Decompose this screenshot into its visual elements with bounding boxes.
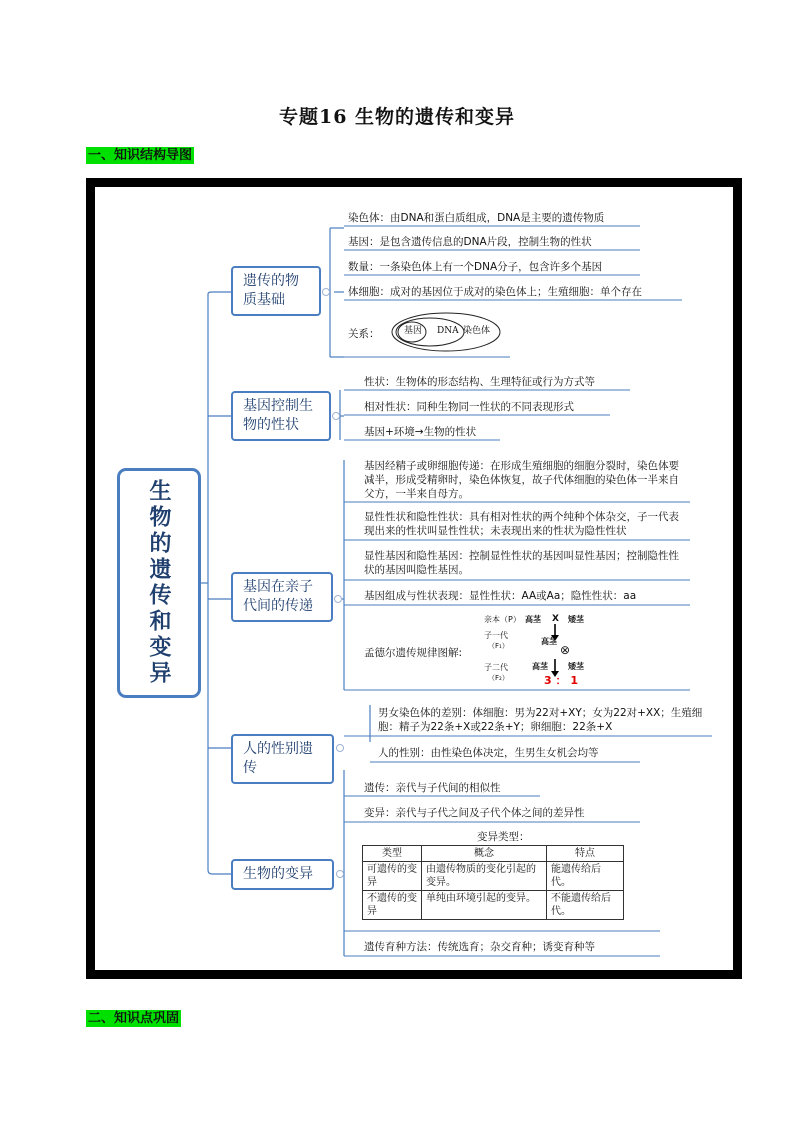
topic-gene-transmission xyxy=(231,572,333,622)
topic-variation xyxy=(231,859,334,890)
variation-table-caption: 变异类型： xyxy=(477,831,530,843)
relation-chromosome: 染色体 xyxy=(463,326,491,336)
table-header-cell: 类型 xyxy=(363,846,422,862)
table-header-row xyxy=(363,846,624,862)
topic-label: 基因在亲子代间的传递 xyxy=(243,579,313,614)
page-title: 专题16 生物的遗传和变异 xyxy=(278,106,516,128)
leaf-text: 变异：亲代与子代之间及子代个体之间的差异性 xyxy=(364,807,585,819)
leaf-text: 基因+环境→生物的性状 xyxy=(364,426,477,438)
variation-table xyxy=(362,845,624,920)
table-header-cell: 特点 xyxy=(547,846,624,862)
table-row xyxy=(363,862,624,891)
self-cross-icon: ⊗ xyxy=(560,643,571,657)
cross-symbol: X xyxy=(552,614,559,624)
topic-label: 基因控制生物的性状 xyxy=(243,398,313,433)
section-heading-label: 二、知识点巩固 xyxy=(88,1011,180,1026)
root-label: 生物的遗传和变异 xyxy=(146,479,172,687)
leaf-text: 显性性状和隐性性状：具有相对性状的两个纯种个体杂交，子一代表现出来的性状叫显性性状；未表现出来的性状为隐性性状 xyxy=(364,511,679,537)
parent-tall: 高茎 xyxy=(525,615,541,624)
leaf-text: 基因组成与性状表现：显性性状：AA或Aa；隐性性状：aa xyxy=(364,590,637,602)
relation-dna: DNA xyxy=(437,326,459,336)
relation-label: 关系： xyxy=(348,328,380,340)
table-cell: 可遗传的变异 xyxy=(363,862,422,891)
f2-tall: 高茎 xyxy=(532,662,548,671)
leaf-text: 染色体：由DNA和蛋白质组成，DNA是主要的遗传物质 xyxy=(348,212,605,224)
leaf-text: 数量：一条染色体上有一个DNA分子，包含许多个基因 xyxy=(348,261,603,273)
f2-short: 矮茎 xyxy=(568,662,584,671)
topic-sex-inheritance xyxy=(231,734,334,784)
leaf-text: 基因经精子或卵细胞传递：在形成生殖细胞的细胞分裂时，染色体要减半，形成受精卵时，染色体恢复，故子代体细胞的染色体一半来自父方，一半来自母方。 xyxy=(364,460,679,500)
table-header-cell: 概念 xyxy=(422,846,547,862)
ratio-label: 3 ： 1 xyxy=(544,674,578,687)
leaf-text: 显性基因和隐性基因：控制显性性状的基因叫显性基因；控制隐性性状的基因叫隐性基因。 xyxy=(364,550,679,576)
leaf-text: 基因：是包含遗传信息的DNA片段，控制生物的性状 xyxy=(348,236,592,248)
section-heading-label: 一、知识结构导图 xyxy=(88,148,193,163)
leaf-text: 相对性状：同种生物同一性状的不同表现形式 xyxy=(364,401,574,413)
mendel-label: 孟德尔遗传规律图解: xyxy=(364,647,463,659)
f1-sub: （F₁） xyxy=(488,642,509,650)
leaf-text: 人的性别：由性染色体决定，生男生女机会均等 xyxy=(378,747,599,759)
f2-sub: （F₂） xyxy=(488,674,509,682)
f1-tall: 高茎 xyxy=(541,637,557,646)
f2-label: 子二代 xyxy=(484,663,508,672)
leaf-text: 性状：生物体的形态结构、生理特征或行为方式等 xyxy=(364,376,595,388)
topic-genetic-material xyxy=(231,266,321,316)
relation-gene: 基因 xyxy=(404,326,423,336)
f1-label: 子一代 xyxy=(484,631,508,640)
topic-label: 人的性别遗传 xyxy=(243,741,313,776)
leaf-text: 体细胞：成对的基因位于成对的染色体上；生殖细胞：单个存在 xyxy=(348,286,642,298)
parent-short: 矮茎 xyxy=(568,615,584,624)
table-cell: 单纯由环境引起的变异。 xyxy=(422,891,547,920)
topic-gene-control-traits xyxy=(231,391,331,441)
table-cell: 不能遗传给后代。 xyxy=(547,891,624,920)
parent-label: 亲本（P） xyxy=(484,615,521,624)
table-cell: 不遗传的变异 xyxy=(363,891,422,920)
leaf-text: 遗传育种方法：传统选育；杂交育种；诱变育种等 xyxy=(364,941,595,953)
root-node xyxy=(117,468,201,698)
table-cell: 能遗传给后代。 xyxy=(547,862,624,891)
leaf-text: 遗传：亲代与子代间的相似性 xyxy=(364,782,501,794)
topic-label: 遗传的物质基础 xyxy=(243,273,299,308)
leaf-text: 男女染色体的差别：体细胞：男为22对+XY；女为22对+XX；生殖细胞：精子为22条+X或22条+Y；卵细胞：22条+X xyxy=(378,707,703,733)
table-cell: 由遗传物质的变化引起的变异。 xyxy=(422,862,547,891)
table-row xyxy=(363,891,624,920)
topic-label: 生物的变异 xyxy=(243,866,313,882)
mendel-cross-diagram xyxy=(478,610,608,688)
